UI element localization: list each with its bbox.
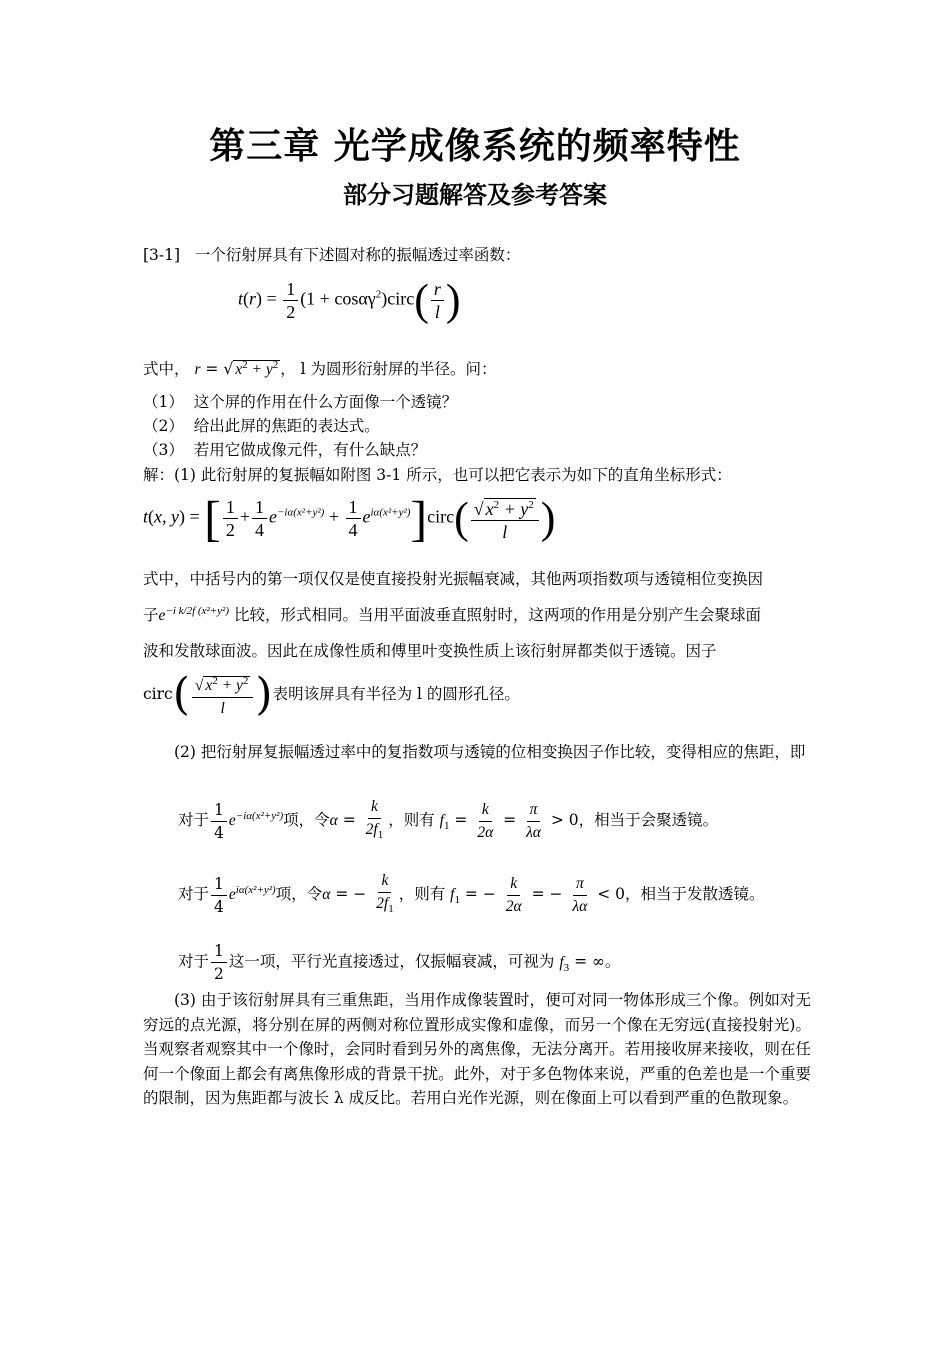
question-2: （2） 给出此屏的焦距的表达式。 [143, 417, 380, 435]
chapter-title: 第三章 光学成像系统的频率特性 [209, 125, 741, 167]
problem-text: 一个衍射屏具有下述圆对称的振幅透过率函数： [194, 246, 521, 264]
question-1: （1） 这个屏的作用在什么方面像一个透镜？ [143, 393, 458, 411]
equation-transmittance: t(r) = $\frac{1}{2}$ (1 + cosαγ$^2$)circ( $\frac{r}{l}$ ) [238, 275, 461, 325]
solution-paragraph-1: 式中，中括号内的第一项仅仅是使直接投射光振幅衰减，其他两项指数项与透镜相位变换因 [143, 570, 764, 588]
solution-paragraph-1b: 子$e^{-i k/2f (x^2+y^2)}$ 比较，形式相同。当用平面波垂直照射时，这两项的作用是分别产生会聚球面 [143, 605, 761, 625]
problem-statement [143, 242, 811, 268]
solution-intro: 解：(1) 此衍射屏的复振幅如附图 3-1 所示，也可以把它表示为如下的直角坐标形式： [143, 466, 732, 484]
case-direct: 对于 $\frac{1}{2}$ 这一项，平行光直接透过，仅振幅衰减，可视为 $f_3$ = ∞。 [178, 942, 621, 983]
where-clause: 式中， r = √ $x^2 + y^2$ ， l 为圆形衍射屏的半径。问： [143, 359, 497, 379]
case-converging: 对于 $\frac{1}{4}$ $e^{-i\alpha(x^2+y^2)}$项，令α = $\frac{k}{2f_1}$ ，则有 $f_1$ = $\frac{k}{2\alpha}$ = $\frac{\pi}{\lambda\alpha}$ > 0，相当于会聚透镜。 [178, 798, 719, 842]
chapter-subtitle: 部分习题解答及参考答案 [343, 180, 607, 209]
solution-paragraph-1d: circ( $\frac{√ x^2 + y^2}{l}$ )表明该屏具有半径为 l 的圆形孔径。 [143, 669, 520, 721]
case-diverging: 对于 $\frac{1}{4}$ $e^{i\alpha(x^2+y^2)}$项，令α = − $\frac{k}{2f_1}$ ，则有 $f_1$ = − $\frac{k}{2\alpha}$ = − $\frac{\pi}{\lambda\alpha}$ < 0，相当于发散透镜。 [178, 872, 765, 916]
solution-paragraph-1c: 波和发散球面波。因此在成像性质和傅里叶变换性质上该衍射屏都类似于透镜。因子 [143, 642, 717, 660]
equation-cartesian: t(x, y) = [ $\frac{1}{2}$ + $\frac{1}{4}$ $e^{-i\alpha(x^2+y^2)}$ + $\frac{1}{4}$ $e^{i\alpha(x^2+y^2)}]circ$( $\frac{√ x^2 + y^2}{l}$ ) [143, 490, 556, 547]
question-3: （3） 若用它做成像元件，有什么缺点？ [143, 441, 427, 459]
problem-number: [3-1] [143, 246, 181, 264]
solution-paragraph-2: (2) 把衍射屏复振幅透过率中的复指数项与透镜的位相变换因子作比较，变得相应的焦距，即 [174, 743, 806, 761]
solution-paragraph-3: (3) 由于该衍射屏具有三重焦距，当用作成像装置时，便可对同一物体形成三个像。例如对无穷远的点光源，将分别在屏的两侧对称位置形成实像和虚像，而另一个像在无穷远(直接投射光)。当观察者观察其中一个像时，会同时看到另外的离焦像，无法分离开。若用接收屏来接收，则在任何一个像面上都会有离焦像形成的背景干扰。此外，对于多色物体来说，严重的色差也是一个重要的限制，因为焦距都与波长 λ 成反比。若用白光作光源，则在像面上可以看到严重的色散现象。 [143, 991, 811, 1107]
